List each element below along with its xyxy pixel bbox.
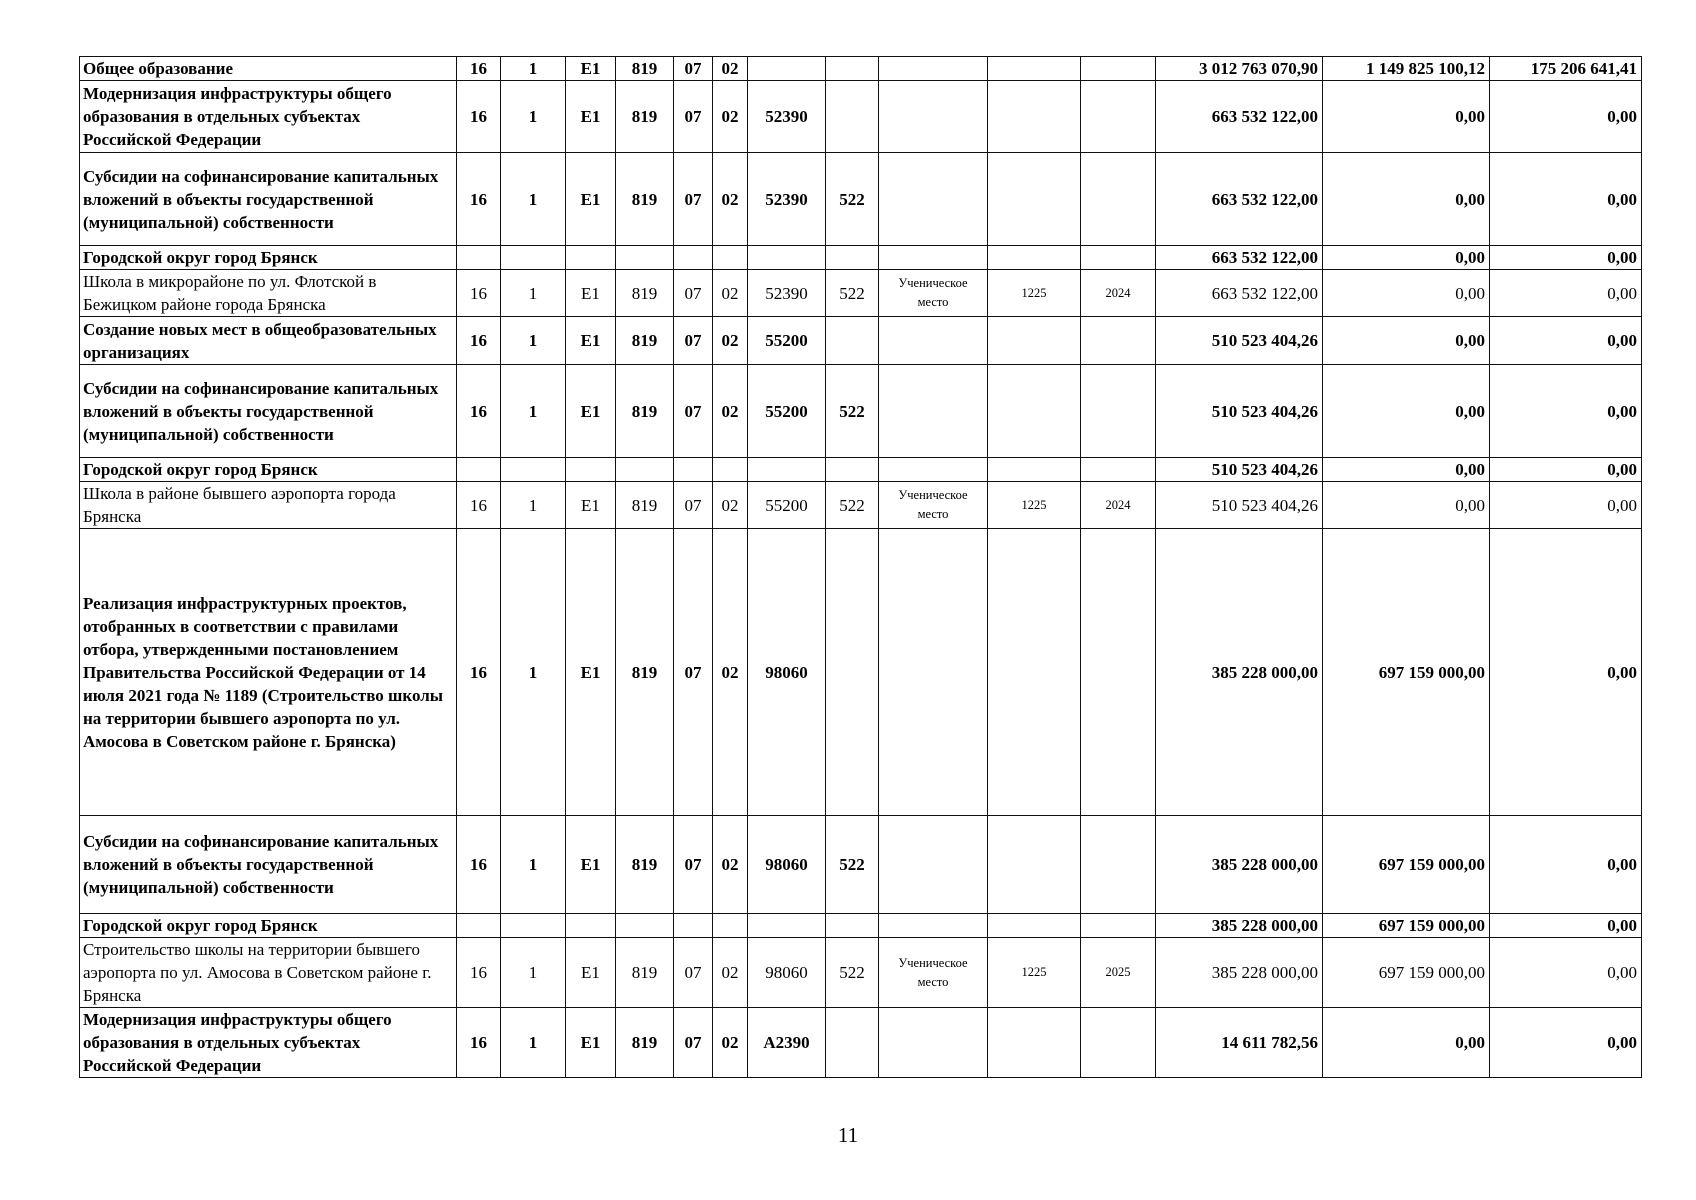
amount-year-3: 0,00 bbox=[1490, 1008, 1642, 1078]
subsection-code bbox=[713, 914, 748, 938]
completion-year bbox=[1081, 816, 1156, 914]
subsection-code: 02 bbox=[713, 529, 748, 816]
capacity bbox=[988, 365, 1081, 458]
capacity bbox=[988, 458, 1081, 482]
target-article-code: 55200 bbox=[748, 365, 826, 458]
subsection-code: 02 bbox=[713, 938, 748, 1008]
table-row bbox=[80, 365, 1642, 458]
amount-year-3: 0,00 bbox=[1490, 81, 1642, 153]
expense-type-code bbox=[826, 57, 879, 81]
subsection-code bbox=[713, 246, 748, 270]
amount-year-3: 0,00 bbox=[1490, 317, 1642, 365]
row-name: Реализация инфраструктурных проектов, отобранных в соответствии с правилами отбора, утвержденными постановлением Правительства Российской Федерации от 14 июля 2021 года № 1189 (Строительство школы на территории бывшего аэропорта по ул. Амосова в Советском районе г. Брянска) bbox=[80, 529, 457, 816]
target-article-code: 98060 bbox=[748, 529, 826, 816]
amount-year-1: 663 532 122,00 bbox=[1156, 81, 1323, 153]
amount-year-1: 385 228 000,00 bbox=[1156, 529, 1323, 816]
ministry-code: 16 bbox=[457, 81, 501, 153]
unit-of-measure bbox=[879, 458, 988, 482]
unit-of-measure bbox=[879, 1008, 988, 1078]
capacity bbox=[988, 81, 1081, 153]
program-code bbox=[501, 246, 566, 270]
table-row bbox=[80, 153, 1642, 246]
amount-year-2: 0,00 bbox=[1323, 246, 1490, 270]
amount-year-2: 0,00 bbox=[1323, 270, 1490, 317]
completion-year bbox=[1081, 246, 1156, 270]
amount-year-1: 510 523 404,26 bbox=[1156, 458, 1323, 482]
row-name: Модернизация инфраструктуры общего образования в отдельных субъектах Российской Федерации bbox=[80, 81, 457, 153]
section-code: 07 bbox=[674, 270, 713, 317]
amount-year-3: 0,00 bbox=[1490, 816, 1642, 914]
target-article-code: 52390 bbox=[748, 81, 826, 153]
department-code: 819 bbox=[616, 482, 674, 529]
department-code: 819 bbox=[616, 153, 674, 246]
table-row bbox=[80, 246, 1642, 270]
table-row bbox=[80, 81, 1642, 153]
amount-year-2: 0,00 bbox=[1323, 458, 1490, 482]
amount-year-3: 0,00 bbox=[1490, 914, 1642, 938]
amount-year-1: 510 523 404,26 bbox=[1156, 365, 1323, 458]
project-code: E1 bbox=[566, 153, 616, 246]
row-name: Городской округ город Брянск bbox=[80, 246, 457, 270]
amount-year-2: 0,00 bbox=[1323, 482, 1490, 529]
amount-year-3: 0,00 bbox=[1490, 529, 1642, 816]
amount-year-3: 0,00 bbox=[1490, 153, 1642, 246]
table-row bbox=[80, 816, 1642, 914]
expense-type-code bbox=[826, 317, 879, 365]
department-code bbox=[616, 458, 674, 482]
capacity: 1225 bbox=[988, 938, 1081, 1008]
amount-year-2: 0,00 bbox=[1323, 81, 1490, 153]
completion-year bbox=[1081, 914, 1156, 938]
amount-year-1: 663 532 122,00 bbox=[1156, 246, 1323, 270]
amount-year-1: 385 228 000,00 bbox=[1156, 914, 1323, 938]
ministry-code: 16 bbox=[457, 317, 501, 365]
target-article-code: 55200 bbox=[748, 317, 826, 365]
budget-table-body bbox=[80, 57, 1642, 1078]
program-code: 1 bbox=[501, 529, 566, 816]
ministry-code bbox=[457, 246, 501, 270]
capacity bbox=[988, 153, 1081, 246]
amount-year-1: 385 228 000,00 bbox=[1156, 816, 1323, 914]
completion-year bbox=[1081, 57, 1156, 81]
program-code: 1 bbox=[501, 317, 566, 365]
section-code bbox=[674, 246, 713, 270]
department-code bbox=[616, 914, 674, 938]
department-code: 819 bbox=[616, 529, 674, 816]
ministry-code: 16 bbox=[457, 365, 501, 458]
section-code: 07 bbox=[674, 57, 713, 81]
project-code: E1 bbox=[566, 938, 616, 1008]
ministry-code: 16 bbox=[457, 482, 501, 529]
capacity bbox=[988, 914, 1081, 938]
program-code: 1 bbox=[501, 482, 566, 529]
amount-year-2: 697 159 000,00 bbox=[1323, 816, 1490, 914]
section-code: 07 bbox=[674, 482, 713, 529]
amount-year-2: 0,00 bbox=[1323, 153, 1490, 246]
unit-of-measure bbox=[879, 246, 988, 270]
ministry-code: 16 bbox=[457, 1008, 501, 1078]
unit-of-measure bbox=[879, 816, 988, 914]
completion-year bbox=[1081, 529, 1156, 816]
subsection-code: 02 bbox=[713, 1008, 748, 1078]
section-code bbox=[674, 914, 713, 938]
completion-year bbox=[1081, 365, 1156, 458]
amount-year-2: 0,00 bbox=[1323, 365, 1490, 458]
unit-of-measure: Ученическое место bbox=[879, 938, 988, 1008]
project-code: E1 bbox=[566, 317, 616, 365]
section-code: 07 bbox=[674, 1008, 713, 1078]
target-article-code: 55200 bbox=[748, 482, 826, 529]
section-code: 07 bbox=[674, 317, 713, 365]
section-code: 07 bbox=[674, 153, 713, 246]
amount-year-3: 0,00 bbox=[1490, 365, 1642, 458]
amount-year-1: 663 532 122,00 bbox=[1156, 270, 1323, 317]
row-name: Школа в микрорайоне по ул. Флотской в Бежицком районе города Брянска bbox=[80, 270, 457, 317]
page-number: 11 bbox=[837, 1123, 859, 1147]
project-code bbox=[566, 246, 616, 270]
department-code: 819 bbox=[616, 816, 674, 914]
row-name: Городской округ город Брянск bbox=[80, 914, 457, 938]
target-article-code: 98060 bbox=[748, 938, 826, 1008]
section-code: 07 bbox=[674, 81, 713, 153]
unit-of-measure bbox=[879, 57, 988, 81]
unit-of-measure: Ученическое место bbox=[879, 482, 988, 529]
target-article-code bbox=[748, 57, 826, 81]
unit-of-measure bbox=[879, 153, 988, 246]
project-code: E1 bbox=[566, 57, 616, 81]
amount-year-1: 663 532 122,00 bbox=[1156, 153, 1323, 246]
project-code: E1 bbox=[566, 81, 616, 153]
capacity bbox=[988, 57, 1081, 81]
program-code: 1 bbox=[501, 153, 566, 246]
ministry-code bbox=[457, 458, 501, 482]
completion-year bbox=[1081, 317, 1156, 365]
amount-year-2: 1 149 825 100,12 bbox=[1323, 57, 1490, 81]
subsection-code: 02 bbox=[713, 317, 748, 365]
ministry-code: 16 bbox=[457, 938, 501, 1008]
program-code: 1 bbox=[501, 270, 566, 317]
completion-year bbox=[1081, 1008, 1156, 1078]
target-article-code bbox=[748, 246, 826, 270]
project-code: E1 bbox=[566, 529, 616, 816]
expense-type-code: 522 bbox=[826, 816, 879, 914]
program-code: 1 bbox=[501, 816, 566, 914]
program-code: 1 bbox=[501, 1008, 566, 1078]
section-code: 07 bbox=[674, 938, 713, 1008]
amount-year-2: 697 159 000,00 bbox=[1323, 914, 1490, 938]
target-article-code: 52390 bbox=[748, 153, 826, 246]
expense-type-code: 522 bbox=[826, 365, 879, 458]
table-row bbox=[80, 938, 1642, 1008]
expense-type-code bbox=[826, 246, 879, 270]
section-code: 07 bbox=[674, 816, 713, 914]
project-code: E1 bbox=[566, 482, 616, 529]
expense-type-code bbox=[826, 81, 879, 153]
capacity bbox=[988, 246, 1081, 270]
expense-type-code bbox=[826, 1008, 879, 1078]
row-name: Школа в районе бывшего аэропорта города Брянска bbox=[80, 482, 457, 529]
expense-type-code: 522 bbox=[826, 938, 879, 1008]
ministry-code bbox=[457, 914, 501, 938]
department-code: 819 bbox=[616, 57, 674, 81]
program-code: 1 bbox=[501, 81, 566, 153]
program-code: 1 bbox=[501, 938, 566, 1008]
expense-type-code: 522 bbox=[826, 270, 879, 317]
capacity: 1225 bbox=[988, 270, 1081, 317]
table-row bbox=[80, 482, 1642, 529]
table-row bbox=[80, 270, 1642, 317]
program-code bbox=[501, 914, 566, 938]
subsection-code: 02 bbox=[713, 482, 748, 529]
row-name: Общее образование bbox=[80, 57, 457, 81]
department-code: 819 bbox=[616, 938, 674, 1008]
amount-year-1: 510 523 404,26 bbox=[1156, 317, 1323, 365]
completion-year bbox=[1081, 153, 1156, 246]
table-row bbox=[80, 458, 1642, 482]
capacity bbox=[988, 1008, 1081, 1078]
subsection-code: 02 bbox=[713, 816, 748, 914]
table-row bbox=[80, 1008, 1642, 1078]
department-code: 819 bbox=[616, 81, 674, 153]
target-article-code: 98060 bbox=[748, 816, 826, 914]
expense-type-code bbox=[826, 914, 879, 938]
unit-of-measure bbox=[879, 81, 988, 153]
program-code: 1 bbox=[501, 365, 566, 458]
row-name: Создание новых мест в общеобразовательных организациях bbox=[80, 317, 457, 365]
amount-year-3: 0,00 bbox=[1490, 458, 1642, 482]
row-name: Модернизация инфраструктуры общего образования в отдельных субъектах Российской Федерации bbox=[80, 1008, 457, 1078]
table-row bbox=[80, 57, 1642, 81]
amount-year-3: 0,00 bbox=[1490, 938, 1642, 1008]
amount-year-2: 0,00 bbox=[1323, 1008, 1490, 1078]
table-row bbox=[80, 529, 1642, 816]
unit-of-measure: Ученическое место bbox=[879, 270, 988, 317]
department-code: 819 bbox=[616, 317, 674, 365]
capacity bbox=[988, 816, 1081, 914]
ministry-code: 16 bbox=[457, 153, 501, 246]
target-article-code bbox=[748, 458, 826, 482]
amount-year-1: 3 012 763 070,90 bbox=[1156, 57, 1323, 81]
expense-type-code: 522 bbox=[826, 482, 879, 529]
expense-type-code bbox=[826, 458, 879, 482]
program-code: 1 bbox=[501, 57, 566, 81]
amount-year-1: 14 611 782,56 bbox=[1156, 1008, 1323, 1078]
ministry-code: 16 bbox=[457, 529, 501, 816]
amount-year-3: 0,00 bbox=[1490, 246, 1642, 270]
completion-year: 2024 bbox=[1081, 482, 1156, 529]
completion-year bbox=[1081, 81, 1156, 153]
amount-year-2: 697 159 000,00 bbox=[1323, 938, 1490, 1008]
project-code: E1 bbox=[566, 270, 616, 317]
row-name: Субсидии на софинансирование капитальных вложений в объекты государственной (муниципальной) собственности bbox=[80, 153, 457, 246]
program-code bbox=[501, 458, 566, 482]
target-article-code bbox=[748, 914, 826, 938]
amount-year-3: 175 206 641,41 bbox=[1490, 57, 1642, 81]
project-code bbox=[566, 458, 616, 482]
project-code bbox=[566, 914, 616, 938]
amount-year-3: 0,00 bbox=[1490, 270, 1642, 317]
department-code bbox=[616, 246, 674, 270]
ministry-code: 16 bbox=[457, 816, 501, 914]
ministry-code: 16 bbox=[457, 270, 501, 317]
expense-type-code bbox=[826, 529, 879, 816]
ministry-code: 16 bbox=[457, 57, 501, 81]
completion-year: 2025 bbox=[1081, 938, 1156, 1008]
subsection-code: 02 bbox=[713, 153, 748, 246]
amount-year-2: 697 159 000,00 bbox=[1323, 529, 1490, 816]
capacity: 1225 bbox=[988, 482, 1081, 529]
project-code: E1 bbox=[566, 816, 616, 914]
target-article-code: A2390 bbox=[748, 1008, 826, 1078]
table-row bbox=[80, 317, 1642, 365]
subsection-code: 02 bbox=[713, 57, 748, 81]
target-article-code: 52390 bbox=[748, 270, 826, 317]
row-name: Городской округ город Брянск bbox=[80, 458, 457, 482]
amount-year-3: 0,00 bbox=[1490, 482, 1642, 529]
section-code: 07 bbox=[674, 529, 713, 816]
section-code: 07 bbox=[674, 365, 713, 458]
table-row bbox=[80, 914, 1642, 938]
amount-year-1: 385 228 000,00 bbox=[1156, 938, 1323, 1008]
budget-table bbox=[79, 56, 1642, 1078]
amount-year-1: 510 523 404,26 bbox=[1156, 482, 1323, 529]
unit-of-measure bbox=[879, 914, 988, 938]
capacity bbox=[988, 317, 1081, 365]
unit-of-measure bbox=[879, 529, 988, 816]
completion-year: 2024 bbox=[1081, 270, 1156, 317]
department-code: 819 bbox=[616, 1008, 674, 1078]
row-name: Субсидии на софинансирование капитальных вложений в объекты государственной (муниципальной) собственности bbox=[80, 816, 457, 914]
project-code: E1 bbox=[566, 365, 616, 458]
department-code: 819 bbox=[616, 270, 674, 317]
capacity bbox=[988, 529, 1081, 816]
unit-of-measure bbox=[879, 365, 988, 458]
completion-year bbox=[1081, 458, 1156, 482]
row-name: Субсидии на софинансирование капитальных вложений в объекты государственной (муниципальной) собственности bbox=[80, 365, 457, 458]
subsection-code: 02 bbox=[713, 270, 748, 317]
amount-year-2: 0,00 bbox=[1323, 317, 1490, 365]
department-code: 819 bbox=[616, 365, 674, 458]
project-code: E1 bbox=[566, 1008, 616, 1078]
row-name: Строительство школы на территории бывшего аэропорта по ул. Амосова в Советском районе г. Брянска bbox=[80, 938, 457, 1008]
subsection-code: 02 bbox=[713, 365, 748, 458]
unit-of-measure bbox=[879, 317, 988, 365]
subsection-code bbox=[713, 458, 748, 482]
expense-type-code: 522 bbox=[826, 153, 879, 246]
subsection-code: 02 bbox=[713, 81, 748, 153]
section-code bbox=[674, 458, 713, 482]
